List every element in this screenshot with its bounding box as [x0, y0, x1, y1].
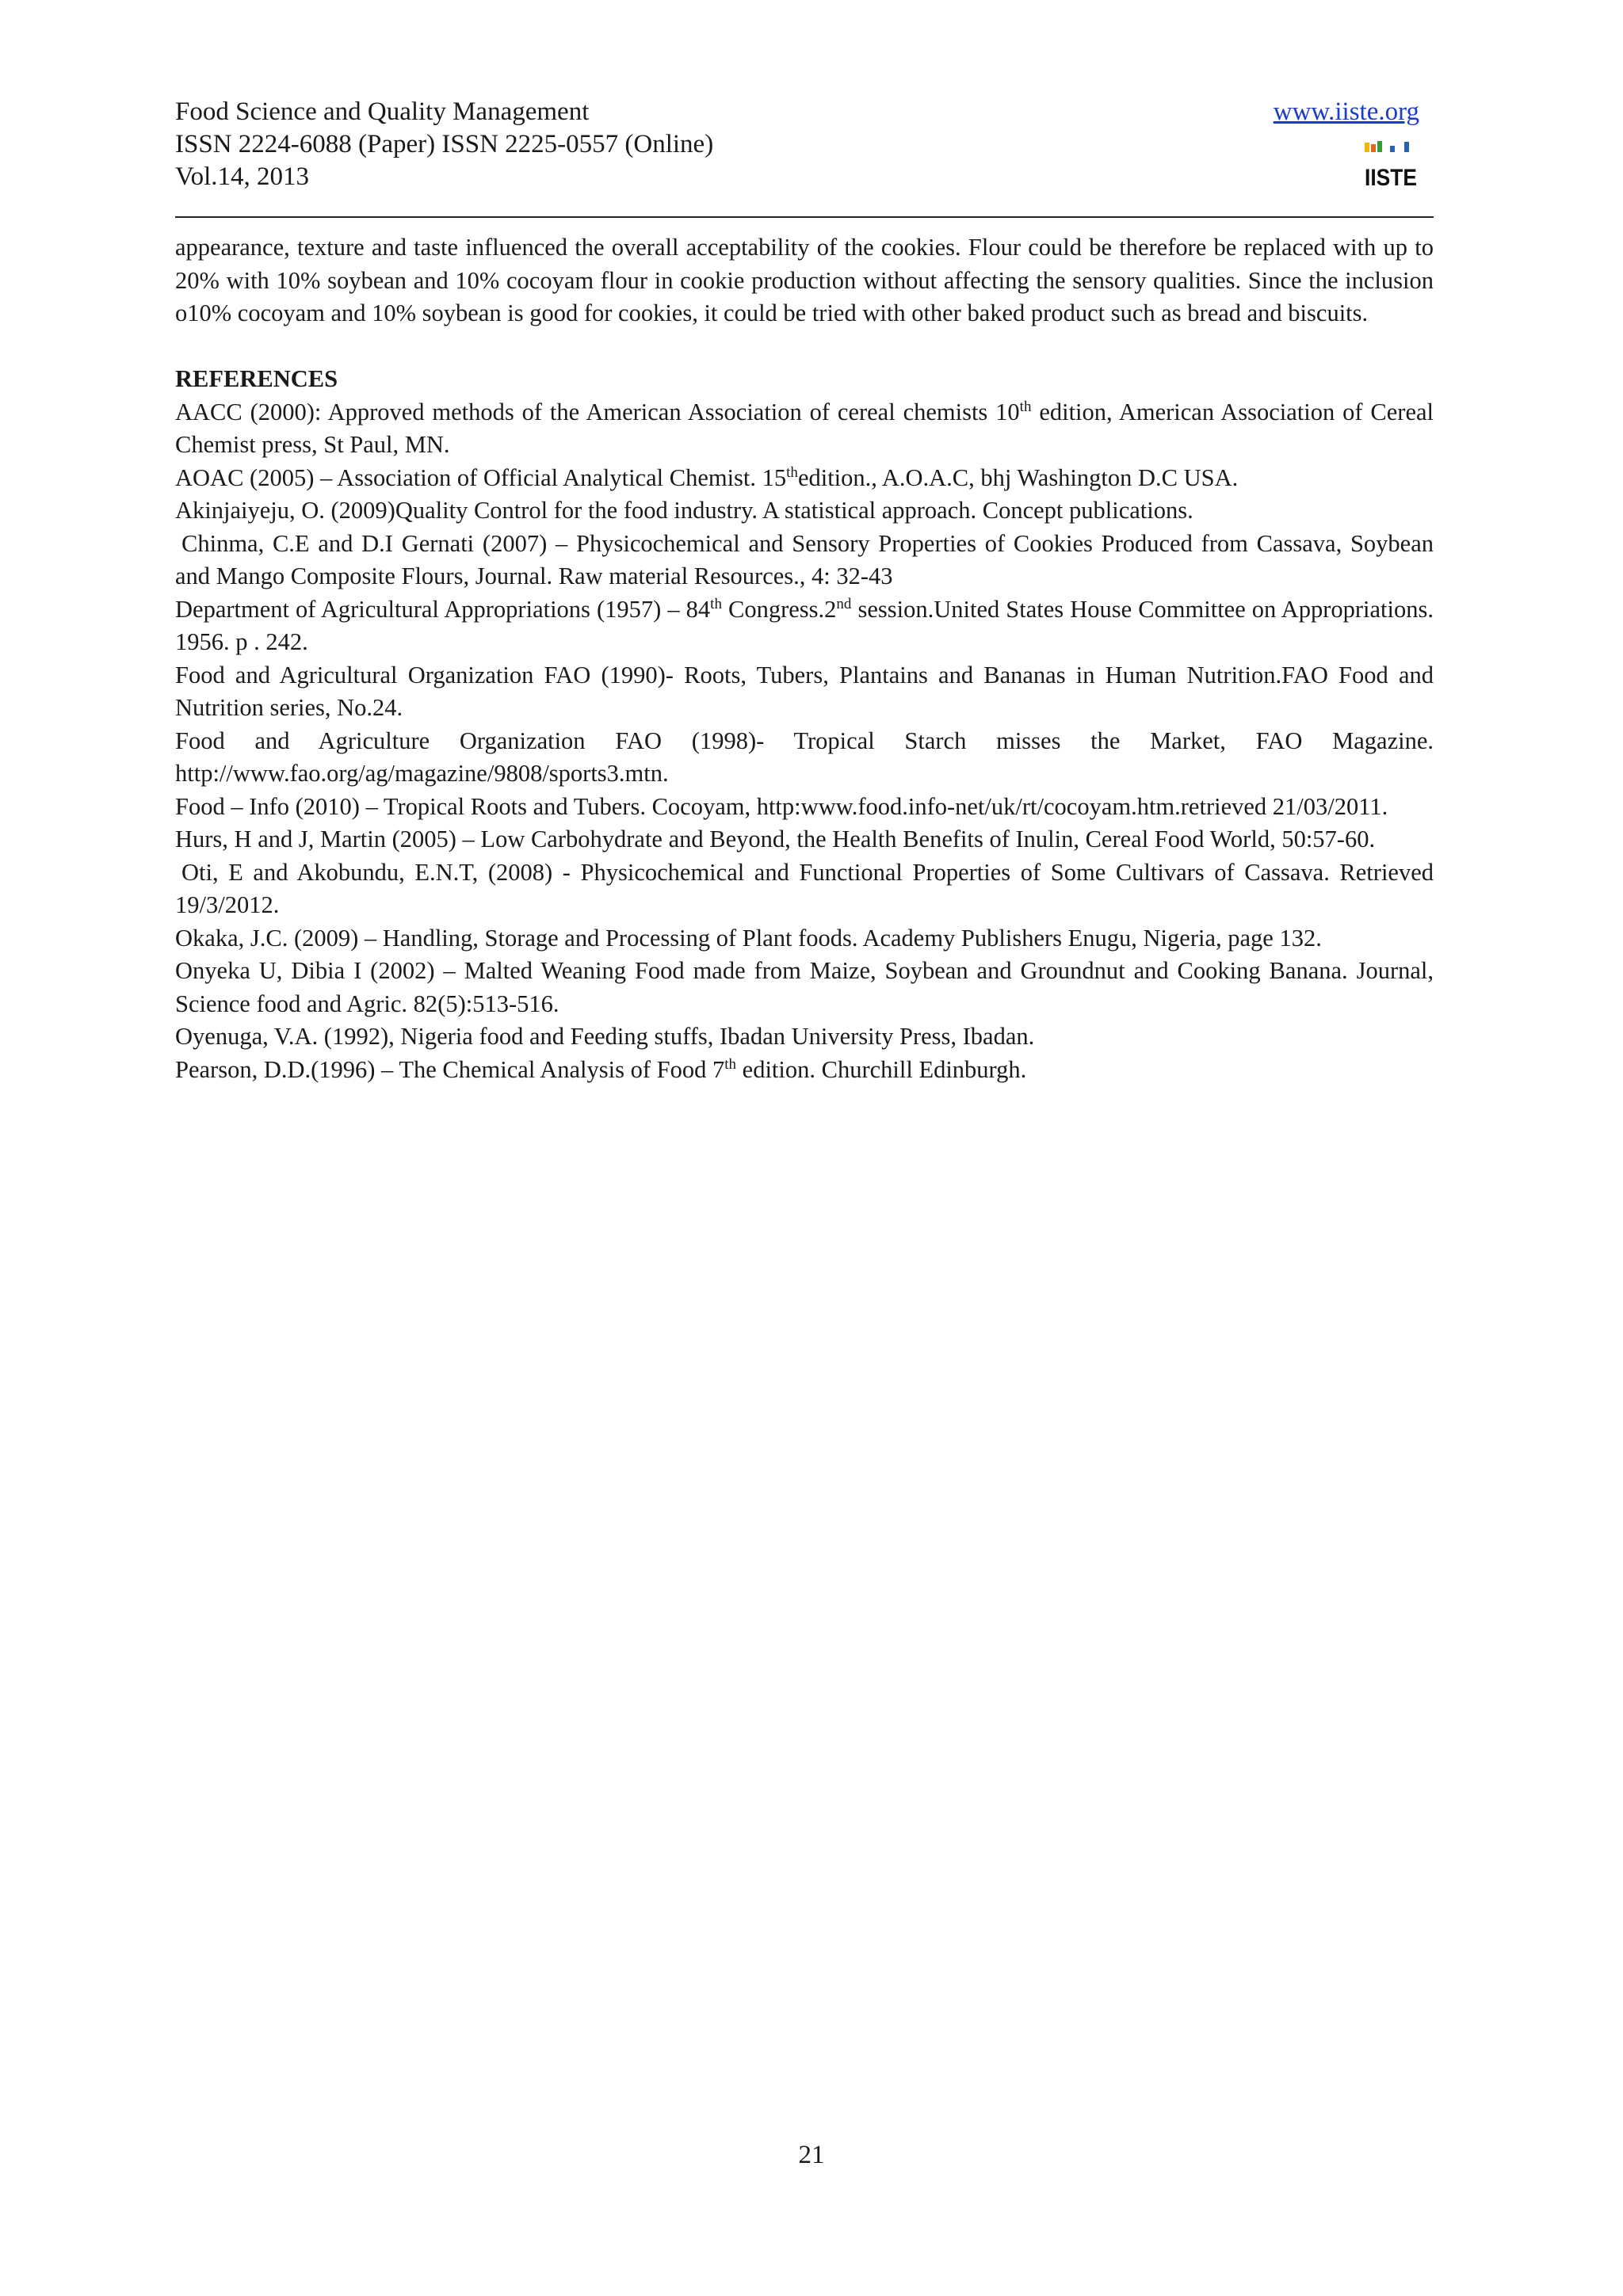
logo-bar-4 — [1390, 146, 1395, 152]
header-rule — [175, 216, 1434, 218]
reference-item: Onyeka U, Dibia I (2002) – Malted Weaning Food made from Maize, Soybean and Groundnut and Cooking Banana. Journal, Science food and Agric. 82(5):513-516. — [175, 957, 1434, 1017]
logo-text: IISTE — [1365, 165, 1417, 191]
logo-bar-5 — [1404, 142, 1409, 152]
reference-item: AOAC (2005) – Association of Official Analytical Chemist. 15thedition., A.O.A.C, bhj Washington D.C USA. — [175, 463, 1239, 491]
volume-line: Vol.14, 2013 — [175, 162, 309, 191]
iiste-logo — [1363, 139, 1419, 192]
reference-item: Okaka, J.C. (2009) – Handling, Storage and Processing of Plant foods. Academy Publishers Enugu, Nigeria, page 132. — [175, 924, 1322, 952]
issn-line: ISSN 2224-6088 (Paper) ISSN 2225-0557 (Online) — [175, 130, 714, 158]
reference-item: Department of Agricultural Appropriations (1957) – 84th Congress.2nd session.United States House Committee on Appropriations. 1956. p . 242. — [175, 595, 1434, 655]
reference-item: Hurs, H and J, Martin (2005) – Low Carbohydrate and Beyond, the Health Benefits of Inulin, Cereal Food World, 50:57-60. — [175, 826, 1376, 852]
references-heading: REFERENCES — [175, 365, 338, 392]
reference-item: Food and Agriculture Organization FAO (1998)- Tropical Starch misses the Market, FAO Magazine. http://www.fao.org/ag/magazine/9808/sports3.mtn. — [175, 727, 1434, 787]
reference-item: Akinjaiyeju, O. (2009)Quality Control for the food industry. A statistical approach. Concept publications. — [175, 497, 1193, 524]
logo-bar-2 — [1371, 144, 1376, 152]
reference-item: Pearson, D.D.(1996) – The Chemical Analysis of Food 7th edition. Churchill Edinburgh. — [175, 1055, 1027, 1083]
reference-item: Oti, E and Akobundu, E.N.T, (2008) - Physicochemical and Functional Properties of Some Cultivars of Cassava. Retrieved 19/3/2012. — [175, 858, 1434, 918]
journal-title: Food Science and Quality Management — [175, 97, 590, 126]
reference-item: AACC (2000): Approved methods of the American Association of cereal chemists 10th edition, American Association of Cereal Chemist press, St Paul, MN. — [175, 398, 1434, 458]
reference-item: Food and Agricultural Organization FAO (1990)- Roots, Tubers, Plantains and Bananas in Human Nutrition.FAO Food and Nutrition series, No.24. — [175, 661, 1434, 721]
logo-bar-1 — [1365, 143, 1369, 152]
reference-item: Chinma, C.E and D.I Gernati (2007) – Physicochemical and Sensory Properties of Cookies Produced from Cassava, Soybean and Mango Composite Flours, Journal. Raw material Resources., 4: 32-43 — [175, 529, 1434, 589]
page-header — [175, 96, 1435, 215]
page-number: 21 — [798, 2141, 825, 2169]
journal-url-link[interactable]: www.iiste.org — [1273, 97, 1419, 126]
page-content — [175, 231, 1434, 1086]
reference-item: Food – Info (2010) – Tropical Roots and Tubers. Cocoyam, http:www.food.info-net/uk/rt/cocoyam.htm.retrieved 21/03/2011. — [175, 792, 1388, 820]
conclusion-paragraph: appearance, texture and taste influenced the overall acceptability of the cookies. Flour could be therefore be replaced with up to 20% with 10% soybean and 10% cocoyam flour in cookie production without affecting the sensory qualities. Since the inclusion o10% cocoyam and 10% soybean is good for cookies, it could be tried with other baked product such as bread and biscuits. — [175, 234, 1434, 326]
reference-item: Oyenuga, V.A. (1992), Nigeria food and Feeding stuffs, Ibadan University Press, Ibadan. — [175, 1023, 1035, 1050]
logo-bar-3 — [1377, 141, 1382, 152]
